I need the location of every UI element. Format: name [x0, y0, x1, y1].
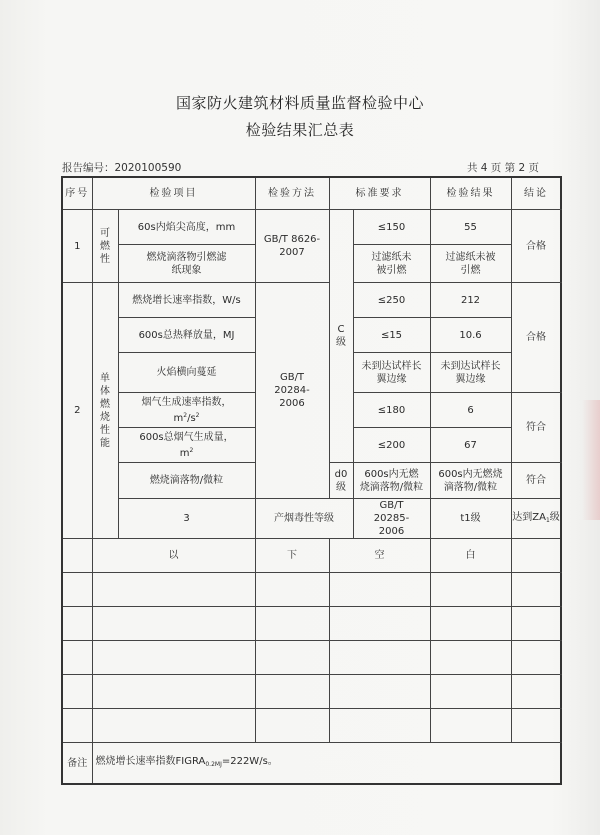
result-cell: 600s内无燃烧滴落物/微粒 — [430, 463, 511, 499]
group-cell: 单体燃烧性能 — [92, 283, 118, 539]
doc-title: 检验结果汇总表 — [245, 121, 355, 139]
conclusion-cell: 符合 — [511, 463, 561, 499]
result-cell: 6 — [430, 393, 511, 428]
seq-cell: 1 — [62, 210, 92, 283]
grade-cell: d0级 — [329, 463, 353, 499]
method-cell: GB/T 20285-2006 — [353, 499, 430, 539]
req-cell: 达到$ZA_1$级 — [511, 499, 561, 539]
table-row — [62, 709, 561, 743]
method-cell: GB/T 8626-2007 — [255, 210, 329, 283]
item-cell: 火焰横向蔓延 — [118, 353, 255, 393]
item-cell: 600s总烟气生成量， $m^2$ — [118, 428, 255, 463]
seq-cell: 3 — [118, 499, 255, 539]
table-row — [62, 283, 561, 318]
req-cell: ≤200 — [353, 428, 430, 463]
item-cell: 燃烧滴落物/微粒 — [118, 463, 255, 499]
grade-cell: C级 — [329, 210, 353, 463]
col-item: 检验项目 — [92, 177, 255, 210]
table-header — [62, 177, 561, 210]
conclusion-cell: 合格 — [511, 283, 561, 393]
table-row — [62, 210, 561, 245]
result-cell: 212 — [430, 283, 511, 318]
req-cell: 未到达试样长翼边缘 — [353, 353, 430, 393]
item-cell: 燃烧滴落物引燃滤纸现象 — [118, 245, 255, 283]
result-cell: 55 — [430, 210, 511, 245]
org-title: 国家防火建筑材料质量监督检验中心 — [175, 94, 424, 112]
blank-note-3: 空 — [329, 539, 430, 573]
col-seq: 序号 — [62, 177, 92, 210]
table-row — [62, 675, 561, 709]
table-row — [62, 539, 561, 573]
item-cell: 600s总热释放量，MJ — [118, 318, 255, 353]
result-cell: 未到达试样长翼边缘 — [430, 353, 511, 393]
table-row — [62, 641, 561, 675]
result-cell: 10.6 — [430, 318, 511, 353]
grade-cell: t1级 — [430, 499, 511, 539]
remark-text: 燃烧增长速率指数$FIGRA_{0.2MJ}=222W/s$。 — [92, 743, 561, 785]
item-cell: 60s内焰尖高度，mm — [118, 210, 255, 245]
report-number: 报告编号：2020100590 — [62, 162, 182, 174]
req-cell: ≤150 — [353, 210, 430, 245]
col-requirement: 标准要求 — [329, 177, 430, 210]
req-cell: 600s内无燃烧滴落物/微粒 — [353, 463, 430, 499]
blank-note-1: 以 — [92, 539, 255, 573]
table-row — [62, 573, 561, 607]
req-cell: 过滤纸未被引燃 — [353, 245, 430, 283]
blank-note-4: 白 — [430, 539, 511, 573]
result-cell: 67 — [430, 428, 511, 463]
item-cell: 产烟毒性等级 — [255, 499, 353, 539]
conclusion-cell: 符合 — [511, 393, 561, 463]
req-cell: ≤15 — [353, 318, 430, 353]
req-cell: ≤180 — [353, 393, 430, 428]
table-row — [62, 499, 561, 539]
remark-row — [62, 743, 561, 785]
method-cell: GB/T 20284-2006 — [255, 283, 329, 499]
seq-cell: 2 — [62, 283, 92, 539]
table-row — [62, 607, 561, 641]
req-cell: ≤250 — [353, 283, 430, 318]
results-table — [61, 176, 562, 785]
group-cell: 可燃性 — [92, 210, 118, 283]
result-cell: 过滤纸未被引燃 — [430, 245, 511, 283]
col-conclusion: 结论 — [511, 177, 561, 210]
seal-stamp-edge — [582, 400, 600, 520]
item-cell: 燃烧增长速率指数，W/s — [118, 283, 255, 318]
col-method: 检验方法 — [255, 177, 329, 210]
remark-label: 备注 — [62, 743, 92, 785]
item-cell: 烟气生成速率指数， $m^2/s^2$ — [118, 393, 255, 428]
blank-note-2: 下 — [255, 539, 329, 573]
col-result: 检验结果 — [430, 177, 511, 210]
page-info: 共 4 页 第 2 页 — [466, 162, 539, 174]
conclusion-cell: 合格 — [511, 210, 561, 283]
